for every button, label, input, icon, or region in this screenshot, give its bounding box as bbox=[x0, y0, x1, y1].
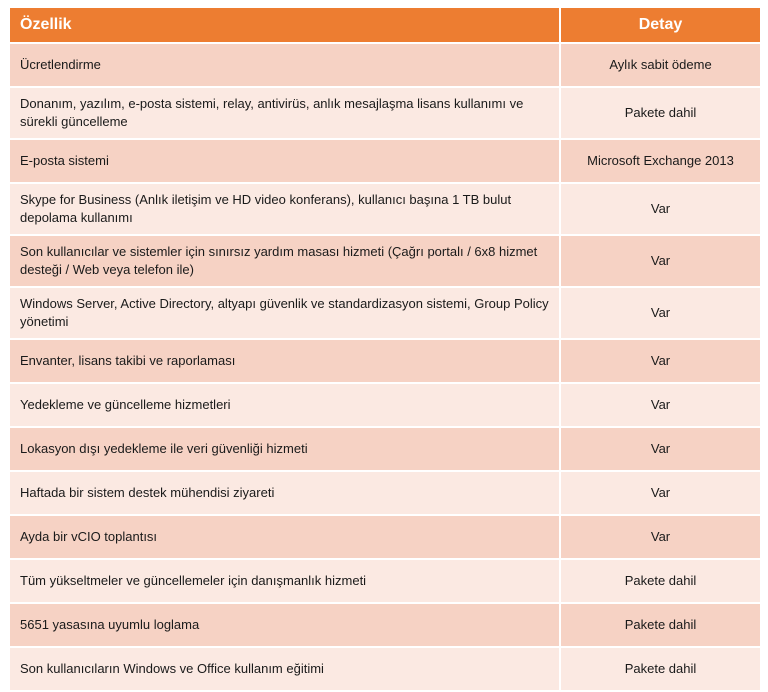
detail-cell: Var bbox=[560, 383, 761, 427]
table-row bbox=[9, 515, 761, 559]
table-row bbox=[9, 235, 761, 287]
detail-cell: Var bbox=[560, 471, 761, 515]
table-header-row bbox=[9, 7, 761, 43]
table-row bbox=[9, 287, 761, 339]
feature-cell: Envanter, lisans takibi ve raporlaması bbox=[9, 339, 560, 383]
feature-table-container bbox=[8, 6, 760, 692]
detail-cell: Pakete dahil bbox=[560, 87, 761, 139]
table-row bbox=[9, 427, 761, 471]
feature-cell: 5651 yasasına uyumlu loglama bbox=[9, 603, 560, 647]
detail-cell: Var bbox=[560, 427, 761, 471]
detail-cell: Var bbox=[560, 339, 761, 383]
detail-cell: Aylık sabit ödeme bbox=[560, 43, 761, 87]
detail-cell: Pakete dahil bbox=[560, 559, 761, 603]
detail-cell: Var bbox=[560, 287, 761, 339]
detail-cell: Var bbox=[560, 183, 761, 235]
table-row bbox=[9, 559, 761, 603]
detail-cell: Pakete dahil bbox=[560, 603, 761, 647]
table-row bbox=[9, 87, 761, 139]
feature-cell: Yedekleme ve güncelleme hizmetleri bbox=[9, 383, 560, 427]
column-header-feature: Özellik bbox=[9, 7, 560, 43]
feature-cell: Skype for Business (Anlık iletişim ve HD video konferans), kullanıcı başına 1 TB bulut depolama kullanımı bbox=[9, 183, 560, 235]
feature-cell: Son kullanıcıların Windows ve Office kullanım eğitimi bbox=[9, 647, 560, 691]
feature-cell: Ücretlendirme bbox=[9, 43, 560, 87]
table-row bbox=[9, 471, 761, 515]
feature-cell: Windows Server, Active Directory, altyapı güvenlik ve standardizasyon sistemi, Group Policy yönetimi bbox=[9, 287, 560, 339]
table-row bbox=[9, 647, 761, 691]
detail-cell: Var bbox=[560, 235, 761, 287]
feature-cell: Haftada bir sistem destek mühendisi ziyareti bbox=[9, 471, 560, 515]
detail-cell: Microsoft Exchange 2013 bbox=[560, 139, 761, 183]
table-row bbox=[9, 183, 761, 235]
feature-cell: Tüm yükseltmeler ve güncellemeler için danışmanlık hizmeti bbox=[9, 559, 560, 603]
feature-cell: Lokasyon dışı yedekleme ile veri güvenliği hizmeti bbox=[9, 427, 560, 471]
feature-table bbox=[8, 6, 762, 692]
table-row bbox=[9, 43, 761, 87]
table-row bbox=[9, 603, 761, 647]
feature-cell: Donanım, yazılım, e-posta sistemi, relay, antivirüs, anlık mesajlaşma lisans kullanımı ve sürekli güncelleme bbox=[9, 87, 560, 139]
table-row bbox=[9, 383, 761, 427]
feature-cell: Son kullanıcılar ve sistemler için sınırsız yardım masası hizmeti (Çağrı portalı / 6x8 hizmet desteği / Web veya telefon ile) bbox=[9, 235, 560, 287]
table-row bbox=[9, 339, 761, 383]
detail-cell: Var bbox=[560, 515, 761, 559]
feature-cell: E-posta sistemi bbox=[9, 139, 560, 183]
feature-cell: Ayda bir vCIO toplantısı bbox=[9, 515, 560, 559]
table-row bbox=[9, 139, 761, 183]
column-header-detail: Detay bbox=[560, 7, 761, 43]
detail-cell: Pakete dahil bbox=[560, 647, 761, 691]
